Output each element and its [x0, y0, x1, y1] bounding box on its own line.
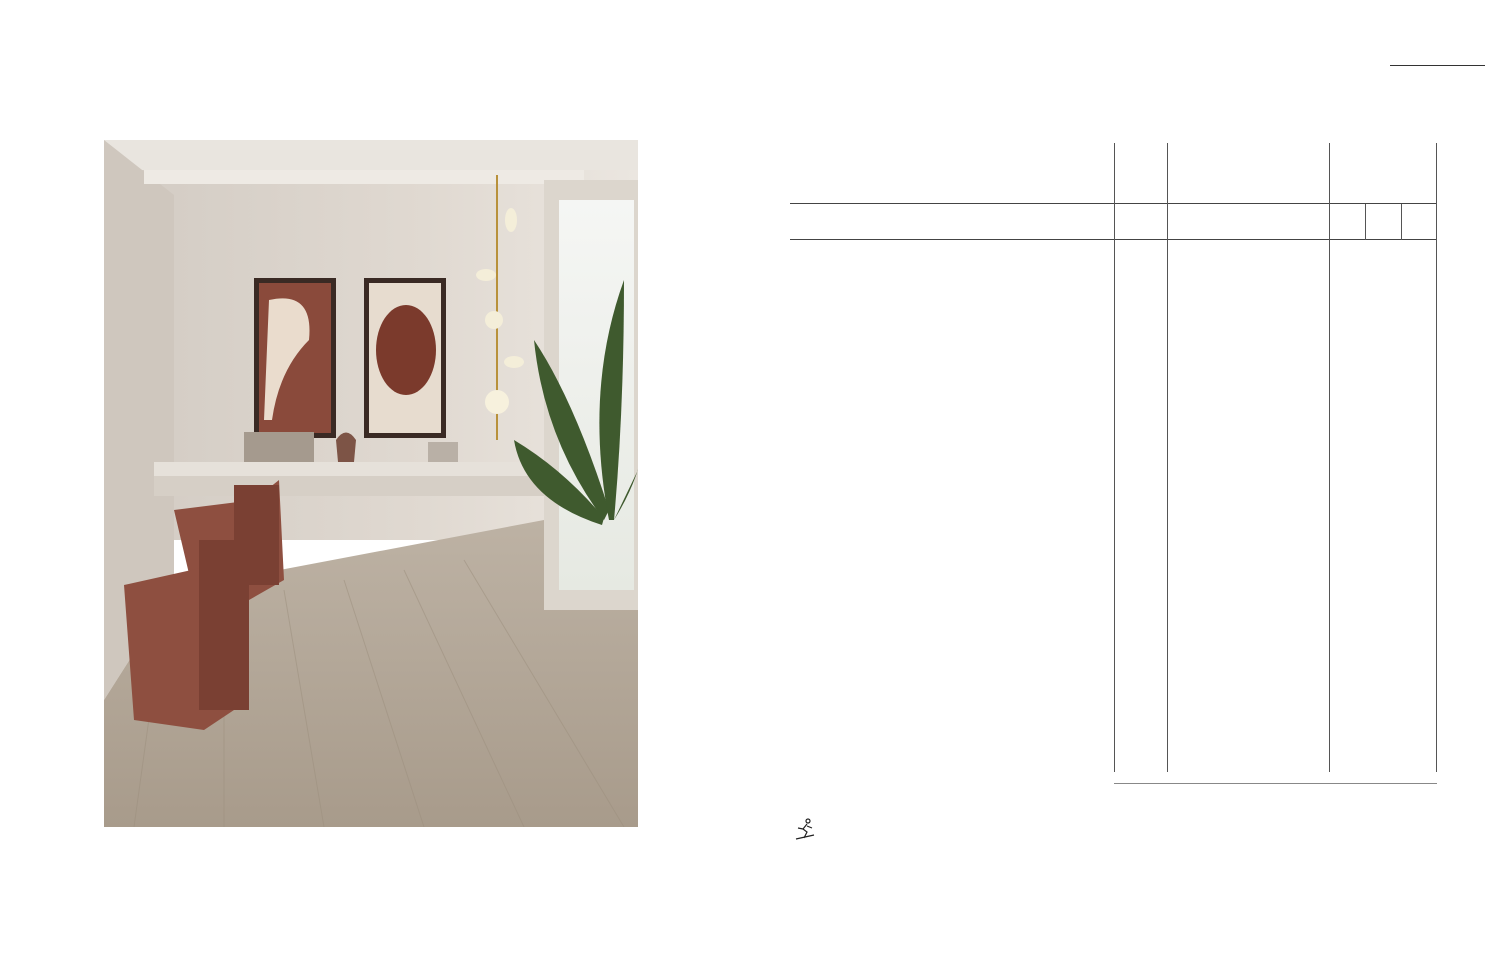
- header-req: [1168, 143, 1328, 203]
- header-norm: [1114, 143, 1166, 203]
- slip-col-header: [1114, 772, 1437, 784]
- slip-table: [790, 772, 1437, 889]
- dimensional-desc: [824, 204, 1112, 239]
- col-sp: [1330, 204, 1365, 239]
- header-val: [1330, 143, 1437, 203]
- slip-person-icon: [790, 816, 820, 842]
- interior-photo: [104, 140, 638, 827]
- col-gp: [1365, 204, 1401, 239]
- col-rd: [1401, 204, 1437, 239]
- header-rule: [1390, 65, 1485, 66]
- header-desc: [824, 143, 1112, 203]
